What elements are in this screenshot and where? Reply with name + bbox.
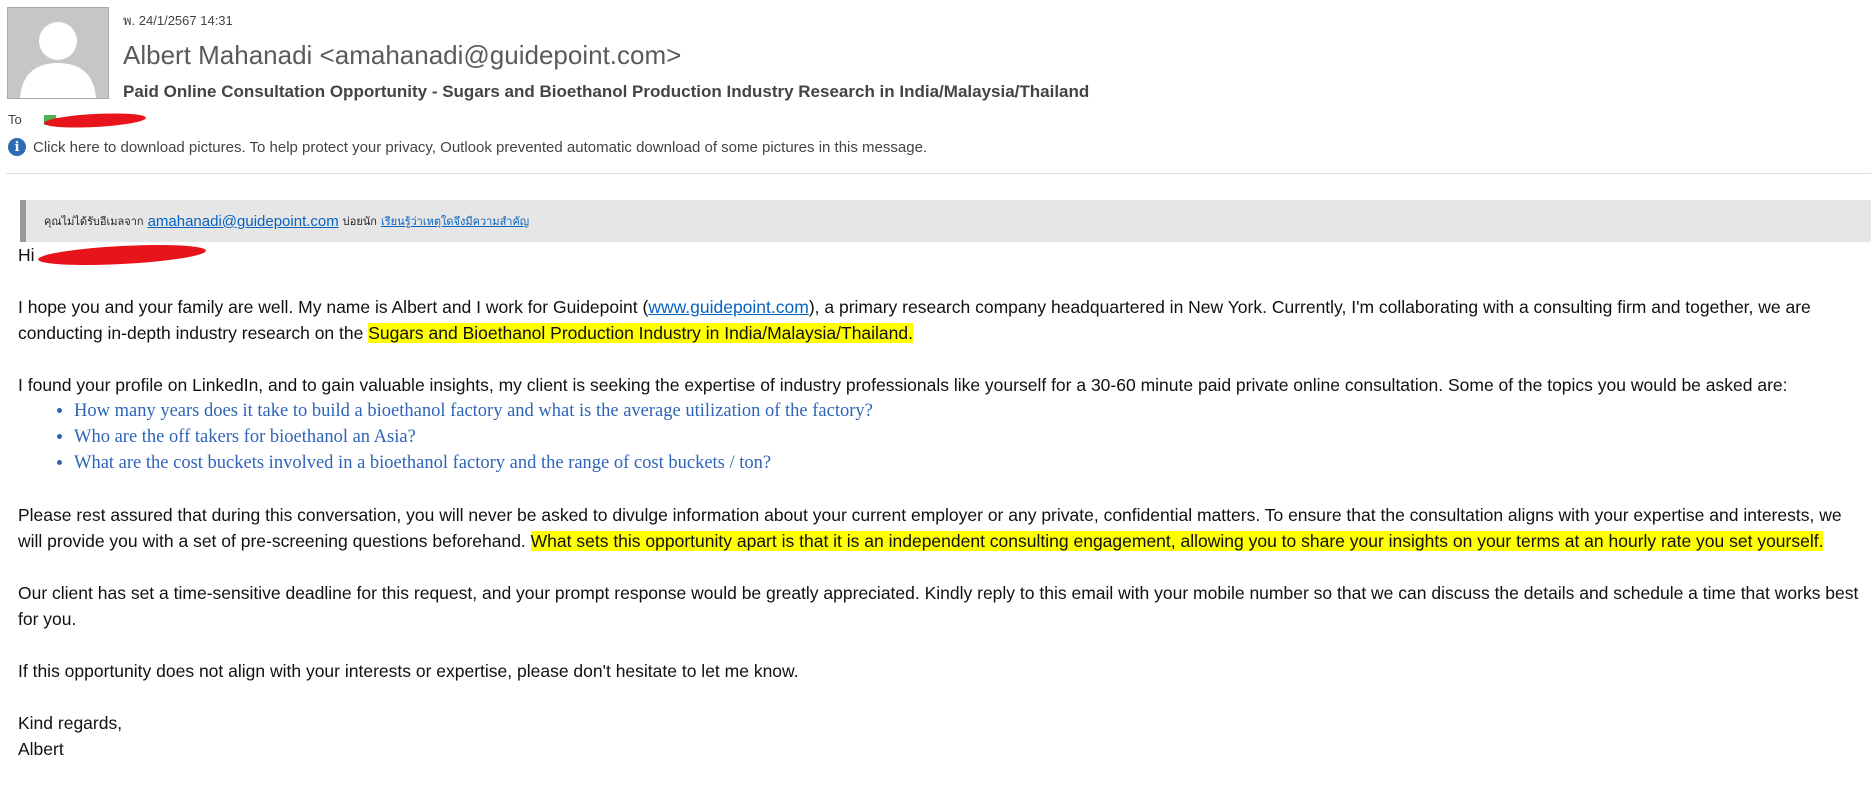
banner-sender-email-link[interactable]: amahanadi@guidepoint.com bbox=[147, 212, 339, 230]
sender-avatar[interactable] bbox=[7, 7, 109, 99]
opt-out-paragraph: If this opportunity does not align with your interests or expertise, please don't hesitate to let me know. bbox=[18, 661, 799, 681]
download-pictures-text[interactable]: Click here to download pictures. To help protect your privacy, Outlook prevented automatic download of some pictures in this message. bbox=[33, 138, 928, 156]
banner-prefix: คุณไม่ได้รับอีเมลจาก bbox=[44, 216, 144, 228]
intro-text-middle: ), a primary research company headquartered in New York. Currently, I'm collaborating with a consulting firm and together, we are conducting in-depth industry research on the bbox=[18, 297, 1811, 343]
sender-name[interactable]: Albert Mahanadi <amahanadi@guidepoint.com> bbox=[123, 40, 682, 70]
assurance-text: Please rest assured that during this conversation, you will never be asked to divulge information about your current employer or any private, confidential matters. To ensure that the consultation aligns with your expertise and interests, we will provide you with a set of pre-screening questions beforehand. bbox=[18, 505, 1842, 551]
guidepoint-website-link[interactable]: www.guidepoint.com bbox=[648, 297, 809, 317]
info-icon: i bbox=[8, 138, 26, 156]
profile-paragraph: I found your profile on LinkedIn, and to gain valuable insights, my client is seeking the expertise of industry professionals like yourself for a 30-60 minute paid private online consultation. Some of the topics you would be asked are: bbox=[18, 375, 1788, 395]
banner-middle: บ่อยนัก bbox=[342, 216, 377, 228]
message-header bbox=[0, 0, 1871, 175]
assurance-paragraph bbox=[18, 502, 1868, 554]
person-silhouette-icon bbox=[8, 8, 108, 98]
list-item: • Who are the off takers for bioethanol an Asia? bbox=[74, 424, 1868, 450]
intro-paragraph bbox=[18, 294, 1868, 346]
message-body bbox=[18, 242, 1868, 762]
first-time-sender-banner bbox=[20, 200, 1871, 242]
industry-highlight: Sugars and Bioethanol Production Industry in India/Malaysia/Thailand. bbox=[368, 323, 913, 343]
closing-text: Kind regards, bbox=[18, 713, 123, 733]
to-label: To bbox=[8, 112, 22, 127]
greeting-line bbox=[18, 242, 1868, 268]
intro-text-start: I hope you and your family are well. My name is Albert and I work for Guidepoint ( bbox=[18, 297, 649, 317]
message-date: พ. 24/1/2567 14:31 bbox=[123, 13, 233, 28]
list-item: • What are the cost buckets involved in a bioethanol factory and the range of cost buckets / ton? bbox=[74, 450, 1868, 476]
message-subject: Paid Online Consultation Opportunity - Sugars and Bioethanol Production Industry Research in India/Malaysia/Thailand bbox=[123, 82, 1090, 101]
topics-list bbox=[18, 398, 1868, 476]
download-pictures-bar[interactable] bbox=[8, 138, 927, 156]
learn-why-important-link[interactable]: เรียนรู้ว่าเหตุใดจึงมีความสำคัญ bbox=[380, 216, 530, 228]
deadline-paragraph: Our client has set a time-sensitive deadline for this request, and your prompt response would be greatly appreciated. Kindly reply to this email with your mobile number so that we can discuss the details and schedule a time that works best for you. bbox=[18, 583, 1859, 629]
recipient-redaction bbox=[44, 111, 147, 129]
list-item: • How many years does it take to build a bioethanol factory and what is the average utilization of the factory? bbox=[74, 398, 1868, 424]
header-divider bbox=[6, 173, 1871, 174]
greeting-name-redaction bbox=[38, 242, 207, 269]
independent-engagement-highlight: What sets this opportunity apart is that it is an independent consulting engagement, allowing you to share your insights on your terms at an hourly rate you set yourself. bbox=[530, 531, 1824, 551]
greeting-text: Hi bbox=[18, 245, 35, 265]
signature-name: Albert bbox=[18, 739, 64, 759]
